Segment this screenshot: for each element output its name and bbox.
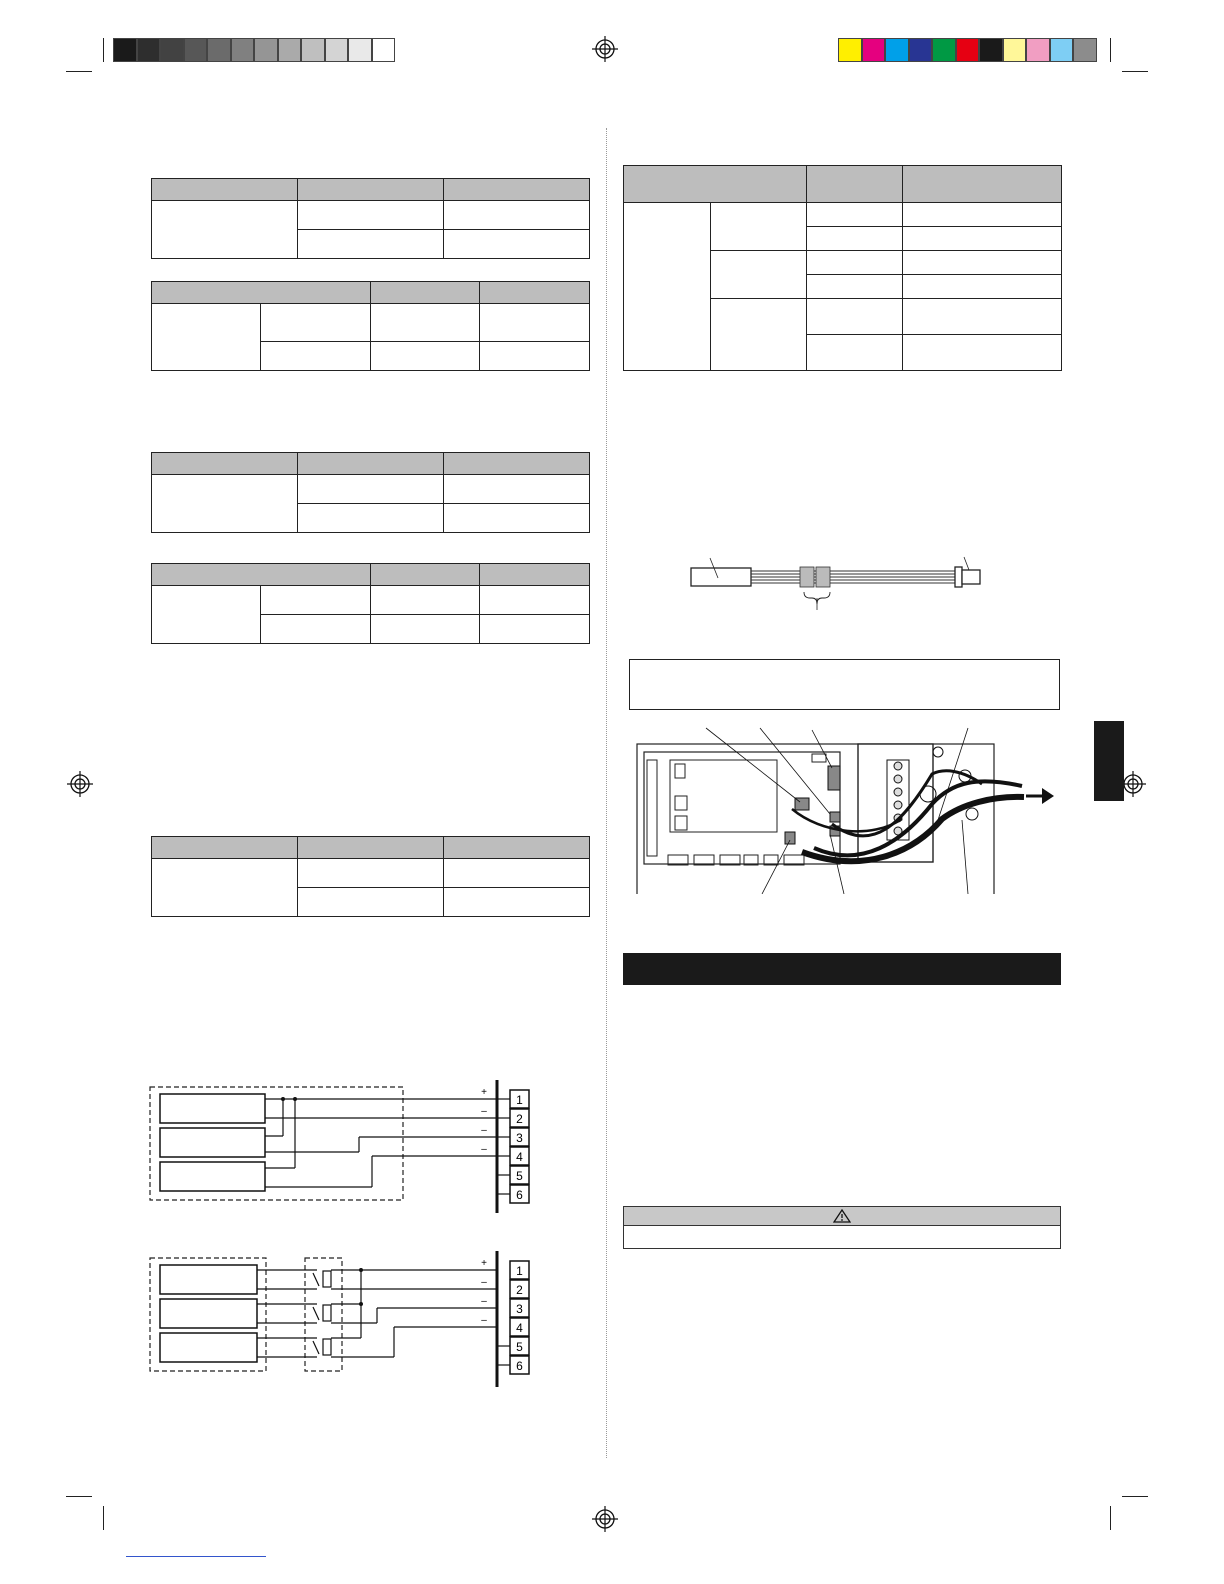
cable-illustration xyxy=(680,552,1000,612)
gray-swatch xyxy=(325,38,349,62)
terminal-number: 3 xyxy=(516,1302,523,1316)
crop-mark xyxy=(1122,1496,1148,1497)
settings-table-5 xyxy=(151,836,590,917)
terminal-number: 3 xyxy=(516,1131,523,1145)
polarity-label: – xyxy=(481,1315,487,1326)
language-side-tab xyxy=(1094,721,1124,801)
polarity-label: – xyxy=(481,1277,487,1288)
terminal-number: 6 xyxy=(516,1359,523,1373)
gray-swatch xyxy=(207,38,231,62)
terminal-number: 2 xyxy=(516,1112,523,1126)
terminal-number: 1 xyxy=(516,1264,523,1278)
crop-mark xyxy=(103,1506,104,1530)
terminal-number: 4 xyxy=(516,1150,523,1164)
gray-swatch xyxy=(137,38,161,62)
gray-swatch xyxy=(278,38,302,62)
settings-table-4 xyxy=(151,563,590,644)
color-swatch xyxy=(862,38,886,62)
terminal-number: 1 xyxy=(516,1093,523,1107)
gray-swatch xyxy=(372,38,396,62)
polarity-label: – xyxy=(481,1296,487,1307)
gray-swatch xyxy=(348,38,372,62)
registration-crosshair-icon xyxy=(67,771,93,797)
polarity-label: – xyxy=(481,1106,487,1117)
warning-triangle-icon xyxy=(833,1209,851,1223)
settings-table-1 xyxy=(151,178,590,259)
color-swatch xyxy=(956,38,980,62)
terminal-number: 6 xyxy=(516,1188,523,1202)
polarity-label: – xyxy=(481,1125,487,1136)
crop-mark xyxy=(66,71,92,72)
right-arrow-icon xyxy=(1026,788,1054,804)
registration-crosshair-icon xyxy=(592,1506,618,1532)
gray-swatch xyxy=(113,38,137,62)
footer-underline xyxy=(126,1556,266,1557)
crop-mark xyxy=(1110,1506,1111,1530)
polarity-label: – xyxy=(481,1144,487,1155)
polarity-label: + xyxy=(481,1258,487,1269)
settings-table-6 xyxy=(623,165,1062,371)
polarity-label: + xyxy=(481,1087,487,1098)
registration-crosshair-icon xyxy=(592,36,618,62)
crop-mark xyxy=(66,1496,92,1497)
terminal-wiring-diagram-1 xyxy=(145,1080,535,1220)
crop-mark xyxy=(103,38,104,62)
terminal-number: 4 xyxy=(516,1321,523,1335)
crop-mark xyxy=(1110,38,1111,62)
caution-box xyxy=(623,1206,1061,1249)
color-swatch xyxy=(1003,38,1027,62)
color-swatch xyxy=(932,38,956,62)
caution-header xyxy=(624,1207,1060,1226)
color-swatch xyxy=(979,38,1003,62)
terminal-number: 2 xyxy=(516,1283,523,1297)
gray-swatch xyxy=(184,38,208,62)
wiring-photo-illustration xyxy=(632,724,1062,894)
settings-table-2 xyxy=(151,281,590,371)
color-swatch xyxy=(885,38,909,62)
color-swatch xyxy=(1050,38,1074,62)
section-heading-bar xyxy=(623,953,1061,985)
note-box xyxy=(629,659,1060,710)
settings-table-3 xyxy=(151,452,590,533)
color-swatch xyxy=(1026,38,1050,62)
color-swatch xyxy=(1073,38,1097,62)
color-swatch xyxy=(909,38,933,62)
terminal-number: 5 xyxy=(516,1340,523,1354)
gray-swatch xyxy=(254,38,278,62)
gray-swatch xyxy=(160,38,184,62)
gray-swatch xyxy=(231,38,255,62)
color-swatch xyxy=(838,38,862,62)
crop-mark xyxy=(1122,71,1148,72)
column-divider xyxy=(606,128,607,1458)
terminal-wiring-diagram-2 xyxy=(145,1251,535,1391)
gray-swatch xyxy=(301,38,325,62)
terminal-number: 5 xyxy=(516,1169,523,1183)
